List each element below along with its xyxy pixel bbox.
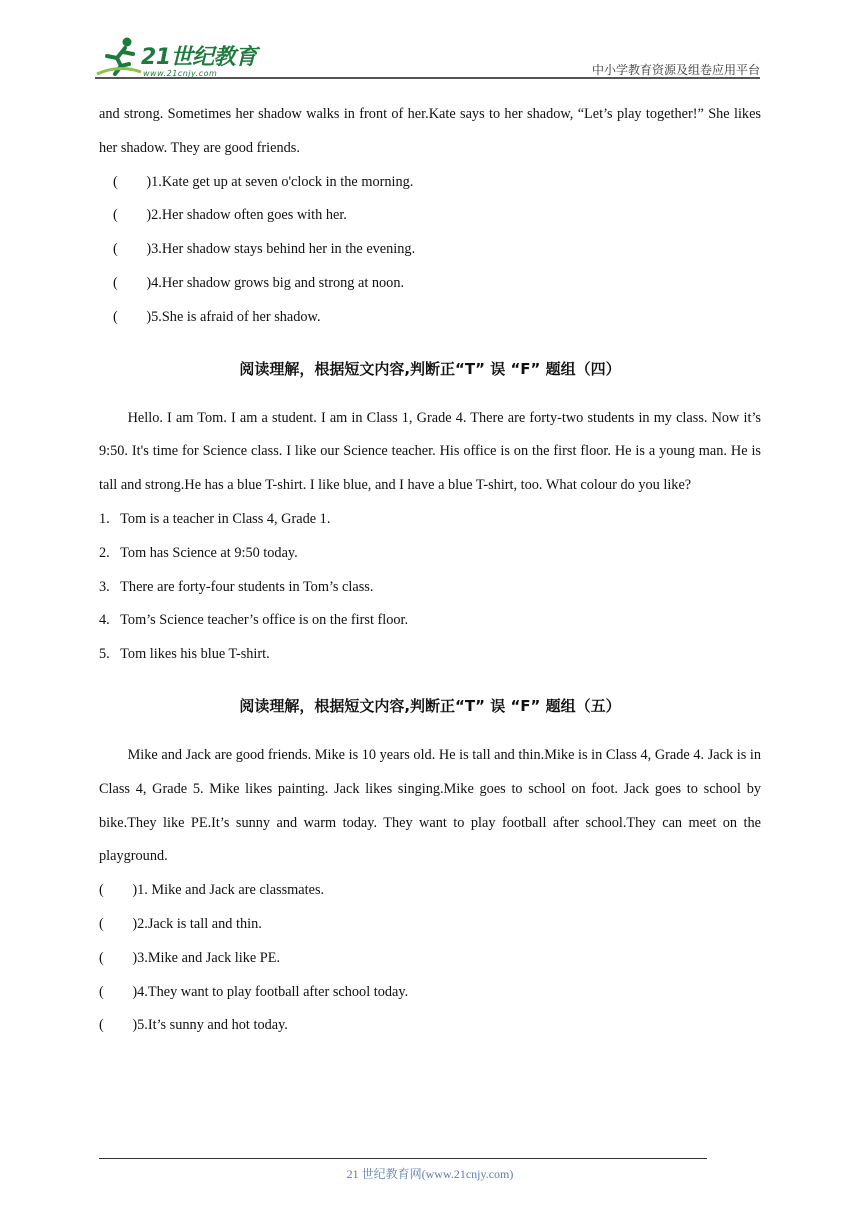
question-item: ( )3.Her shadow stays behind her in the evening. [113, 241, 416, 258]
page-header [95, 28, 760, 78]
question-item: ( )3.Mike and Jack like PE. [99, 949, 281, 966]
spacer [99, 723, 761, 739]
question-item: ( )5.It’s sunny and hot today. [99, 1017, 288, 1034]
reading-passage: Mike and Jack are good friends. Mike is 10 years old. He is tall and thin.Mike is in Class 4, Grade 4. Jack is in Class 4, Grade 5. Mike likes painting. Jack likes singing.Mike goes to school on foot. Jack goes to school by bike.They like PE.It’s sunny and warm today. They want to play football after school.They can meet on the playground. [99, 746, 761, 865]
runner-icon [95, 34, 143, 78]
statement-item: 1. Tom is a teacher in Class 4, Grade 1. [99, 510, 331, 527]
question-item: ( )2.Jack is tall and thin. [99, 915, 262, 932]
section-heading: 阅读理解，根据短文内容,判断正“T” 误 “F” 题组（四） [239, 359, 621, 378]
page-footer: 21 世纪教育网(www.21cnjy.com) [346, 1167, 514, 1181]
logo-url: www.21cnjy.com [143, 69, 218, 78]
spacer [99, 386, 761, 402]
spacer [99, 672, 761, 689]
header-divider [95, 77, 760, 79]
question-item: ( )1. Mike and Jack are classmates. [99, 882, 325, 899]
question-item: ( )5.She is afraid of her shadow. [113, 308, 321, 325]
document-body [99, 98, 761, 1043]
question-item: ( )4.Her shadow grows big and strong at noon. [113, 274, 405, 291]
question-item: ( )1.Kate get up at seven o'clock in the morning. [113, 173, 414, 190]
question-item: ( )2.Her shadow often goes with her. [113, 207, 347, 224]
statement-item: 2. Tom has Science at 9:50 today. [99, 544, 298, 561]
statement-item: 3. There are forty-four students in Tom’s class. [99, 578, 374, 595]
logo-text: 21世纪教育 [141, 45, 257, 70]
footer-divider [99, 1158, 707, 1159]
passage-continuation: and strong. Sometimes her shadow walks in front of her.Kate says to her shadow, “Let’s play together!” She likes her shadow. They are good friends. [99, 106, 761, 156]
spacer [99, 335, 761, 352]
section-heading: 阅读理解，根据短文内容,判断正“T” 误 “F” 题组（五） [239, 696, 621, 715]
reading-passage: Hello. I am Tom. I am a student. I am in Class 1, Grade 4. There are forty-two students in my class. Now it’s 9:50. It's time for Science class. I like our Science teacher. His office is on the first floor. He is a young man. He is tall and strong.He has a blue T-shirt. I like blue, and I have a blue T-shirt, too. What colour do you like? [99, 409, 761, 494]
statement-item: 4. Tom’s Science teacher’s office is on the first floor. [99, 612, 409, 629]
statement-item: 5. Tom likes his blue T-shirt. [99, 646, 270, 663]
question-item: ( )4.They want to play football after school today. [99, 983, 409, 1000]
platform-title: 中小学教育资源及组卷应用平台 [591, 63, 760, 77]
site-logo [95, 34, 270, 78]
